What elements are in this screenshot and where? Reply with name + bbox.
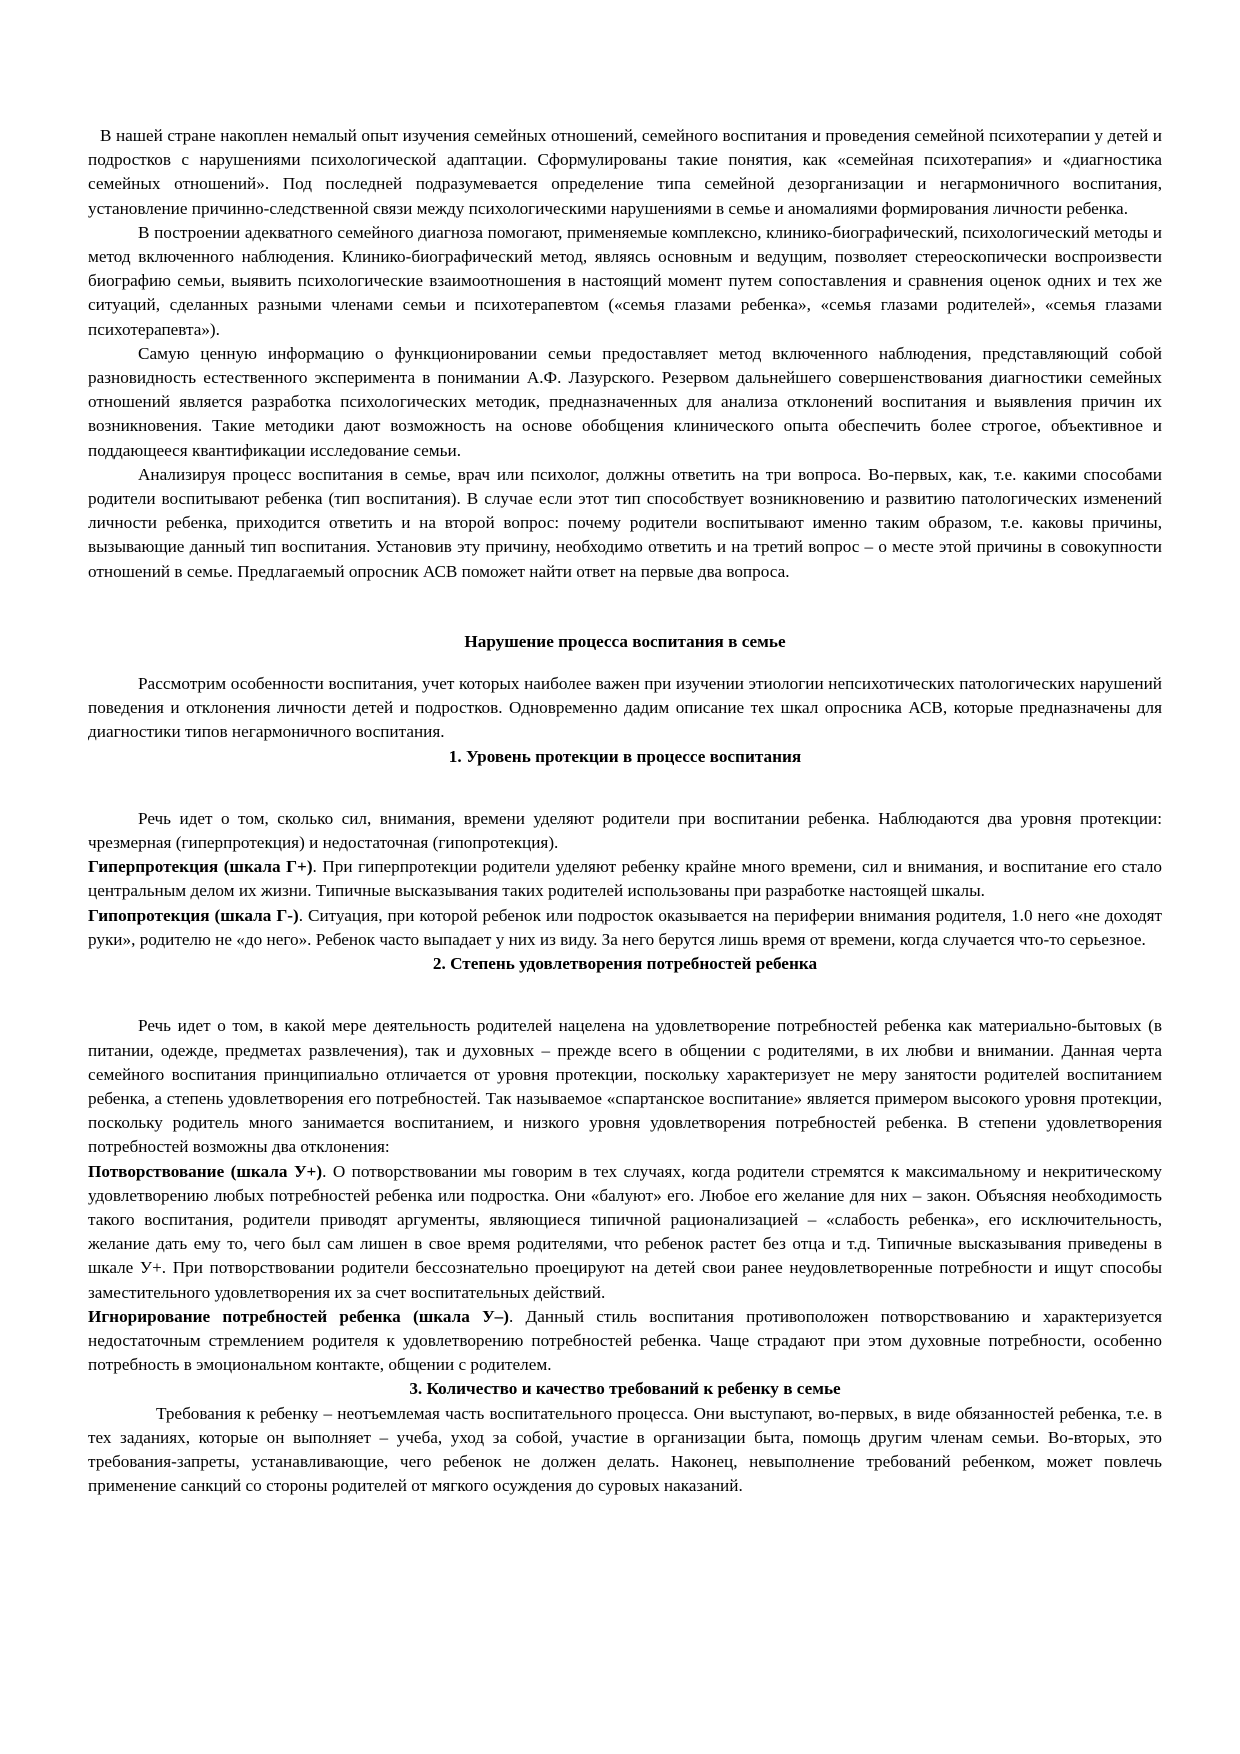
section-main-title: Нарушение процесса воспитания в семье <box>464 631 786 651</box>
section-3-title: 3. Количество и качество требований к ребенку в семье <box>409 1379 841 1399</box>
intro-paragraph-1: В нашей стране накоплен немалый опыт изучения семейных отношений, семейного воспитания и проведения семейной психотерапии у детей и подростков с нарушениями психологической адаптации. Сформулированы такие понятия, как «семейная психотерапия» и «диагностика семейных отношений». Под последней подразумевается определение типа семейной дезорганизации и негармоничного воспитания, установление причинно-следственной связи между психологическими нарушениями в семье и аномалиями формирования личности ребенка. <box>88 126 1162 218</box>
ignoring-paragraph <box>88 1305 1162 1378</box>
indulgence-text: . О потворствовании мы говорим в тех случаях, когда родители стремятся к максимальному и некритическому удовлетворению любых потребностей ребенка или подростка. Они «балуют» его. Любое его желание для них – закон. Объясняя необходимость такого воспитания, родители приводят аргументы, являющиеся типичной рационализацией – «слабость ребенка», его исключительность, желание дать ему то, чего был сам лишен в свое время родителями, что ребенок растет без отца и т.д. Типичные высказывания приведены в шкале У+. При потворствовании родители бессознательно проецируют на детей свои ранее неудовлетворенные потребности и ищут способы заместительного удовлетворения их за счет воспитательных действий. <box>88 1161 1162 1302</box>
intro-paragraph-4: Анализируя процесс воспитания в семье, врач или психолог, должны ответить на три вопроса. Во-первых, как, т.е. какими способами родители воспитывают ребенка (тип воспитания). В случае если этот тип способствует возникновению и развитию патологических изменений личности ребенка, приходится ответить и на второй вопрос: почему родители воспитывают именно таким образом, т.е. каковы причины, вызывающие данный тип воспитания. Установив эту причину, необходимо ответить и на третий вопрос – о месте этой причины в совокупности отношений в семье. Предлагаемый опросник АСВ поможет найти ответ на первые два вопроса. <box>88 464 1162 581</box>
hypoprotection-text: . Ситуация, при которой ребенок или подросток оказывается на периферии внимания родителя, 1.0 него «не доходят руки», родителю не «до него». Ребенок часто выпадает у них из виду. За него берутся лишь время от времени, когда случается что-то серьезное. <box>88 905 1162 949</box>
hyperprotection-paragraph <box>88 855 1162 903</box>
indulgence-paragraph <box>88 1160 1162 1305</box>
ignoring-text: . Данный стиль воспитания противоположен потворствованию и характеризуется недостаточным стремлением родителя к удовлетворению потребностей ребенка. Чаще страдают при этом духовные потребности, особенно потребность в эмоциональном контакте, общении с родителем. <box>88 1306 1162 1375</box>
section-2-title: 2. Степень удовлетворения потребностей ребенка <box>432 954 818 974</box>
hyperprotection-text: . При гиперпротекции родители уделяют ребенку крайне много времени, сил и внимания, и воспитание его стало центральным делом их жизни. Типичные высказывания таких родителей использованы при разработке настоящей шкалы. <box>88 857 1162 901</box>
section-2-paragraph: Речь идет о том, в какой мере деятельность родителей нацелена на удовлетворение потребностей ребенка как материально-бытовых (в питании, одежде, предметах развлечения), так и духовных – прежде всего в общении с родителями, в их любви и внимании. Данная черта семейного воспитания принципиально отличается от уровня протекции, поскольку характеризует не меру занятости родителей воспитанием ребенка, а степень удовлетворения его потребностей. Так называемое «спартанское воспитание» является примером высокого уровня протекции, поскольку родитель много занимается воспитанием, и низкого уровня удовлетворения потребностей ребенка. В степени удовлетворения потребностей возможны два отклонения: <box>88 1016 1162 1157</box>
hyperprotection-term: Гиперпротекция (шкала Г+) <box>88 857 313 877</box>
section-3-paragraph: Требования к ребенку – неотъемлемая часть воспитательного процесса. Они выступают, во-первых, в виде обязанностей ребенка, т.е. в тех заданиях, которые он выполняет – учеба, уход за собой, участие в организации быта, помощь другим членам семьи. Во-вторых, это требования-запреты, устанавливающие, чего ребенок не должен делать. Наконец, невыполнение требований ребенком, может повлечь применение санкций со стороны родителей от мягкого осуждения до суровых наказаний. <box>88 1403 1162 1496</box>
indulgence-term: Потворствование (шкала У+) <box>88 1161 323 1181</box>
hypoprotection-term: Гипопротекция (шкала Г-) <box>88 905 299 925</box>
section-1-title: 1. Уровень протекции в процессе воспитания <box>448 746 802 766</box>
intro-paragraph-2: В построении адекватного семейного диагноза помогают, применяемые комплексно, клинико-биографический, психологический методы и метод включенного наблюдения. Клинико-биографический метод, являясь основным и ведущим, позволяет стереоскопически воспроизвести биографию семьи, выявить психологические взаимоотношения в настоящий момент путем сопоставления и сравнения оценок одних и тех же ситуаций, сделанных разными членами семьи и психотерапевтом («семья глазами ребенка», «семья глазами родителей», «семья глазами психотерапевта»). <box>88 222 1162 339</box>
ignoring-term: Игнорирование потребностей ребенка (шкала У–) <box>88 1306 509 1326</box>
section-1-paragraph: Речь идет о том, сколько сил, внимания, времени уделяют родители при воспитании ребенка. Наблюдаются два уровня протекции: чрезмерная (гиперпротекция) и недостаточная (гипопротекция). <box>88 808 1162 853</box>
section-main-paragraph: Рассмотрим особенности воспитания, учет которых наиболее важен при изучении этиологии непсихотических патологических нарушений поведения и отклонения личности детей и подростков. Одновременно дадим описание тех шкал опросника АСВ, которые предназначены для диагностики типов негармоничного воспитания. <box>88 674 1162 742</box>
intro-paragraph-3: Самую ценную информацию о функционировании семьи предоставляет метод включенного наблюдения, представляющий собой разновидность естественного эксперимента в понимании А.Ф. Лазурского. Резервом дальнейшего совершенствования диагностики семейных отношений является разработка психологических методик, предназначенных для анализа отклонений воспитания и выявления причин их возникновения. Такие методики дают возможность на основе обобщения клинического опыта обеспечить более строгое, объективное и поддающееся квантификации исследование семьи. <box>88 343 1162 460</box>
hypoprotection-paragraph <box>88 904 1162 952</box>
document-body <box>88 124 1162 1498</box>
